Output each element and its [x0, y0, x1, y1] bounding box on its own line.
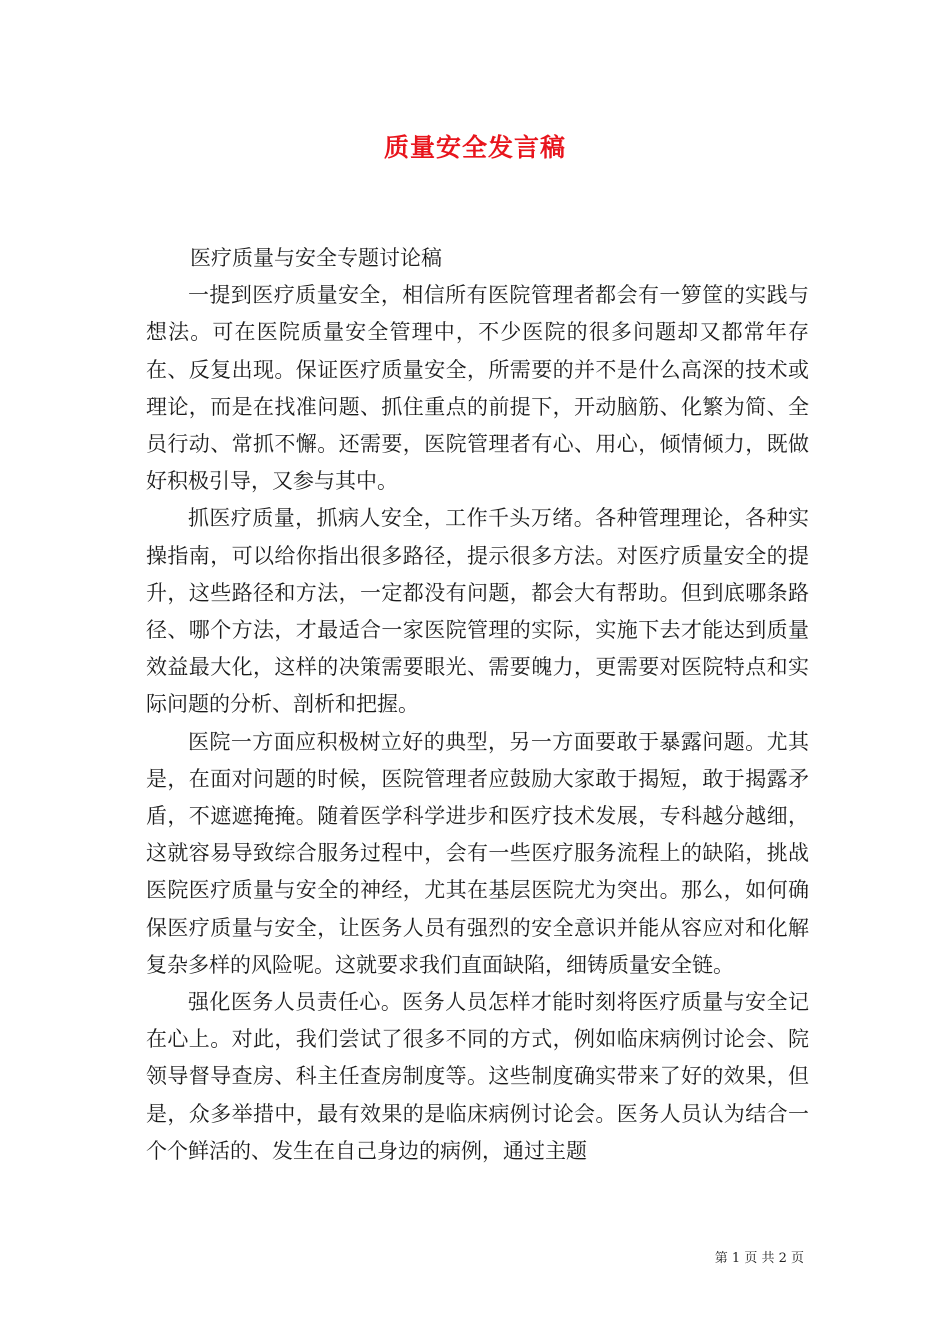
paragraph-3: 医院一方面应积极树立好的典型，另一方面要敢于暴露问题。尤其是，在面对问题的时候，医院管理者应鼓励大家敢于揭短，敢于揭露矛盾，不遮遮掩掩。随着医学科学进步和医疗技术发展，专科越分越细，这就容易导致综合服务过程中，会有一些医疗服务流程上的缺陷，挑战医院医疗质量与安全的神经，尤其在基层医院尤为突出。那么，如何确保医疗质量与安全，让医务人员有强烈的安全意识并能从容应对和化解复杂多样的风险呢。这就要求我们直面缺陷，细铸质量安全链。: [146, 729, 809, 977]
document-title: 质量安全发言稿: [383, 133, 566, 162]
document-subtitle: 医疗质量与安全专题讨论稿: [190, 246, 442, 270]
paragraph-1: 一提到医疗质量安全，相信所有医院管理者都会有一箩筐的实践与想法。可在医院质量安全管理中，不少医院的很多问题却又都常年存在、反复出现。保证医疗质量安全，所需要的并不是什么高深的技术或理论，而是在找准问题、抓住重点的前提下，开动脑筋、化繁为简、全员行动、常抓不懈。还需要，医院管理者有心、用心，倾情倾力，既做好积极引导，又参与其中。: [146, 283, 809, 494]
paragraph-2: 抓医疗质量，抓病人安全，工作千头万绪。各种管理理论，各种实操指南，可以给你指出很多路径，提示很多方法。对医疗质量安全的提升，这些路径和方法，一定都没有问题，都会大有帮助。但到底哪条路径、哪个方法，才最适合一家医院管理的实际，实施下去才能达到质量效益最大化，这样的决策需要眼光、需要魄力，更需要对医院特点和实际问题的分析、剖析和把握。: [146, 506, 809, 717]
document-body: [146, 240, 809, 1170]
paragraph-4: 强化医务人员责任心。医务人员怎样才能时刻将医疗质量与安全记在心上。对此，我们尝试了很多不同的方式，例如临床病例讨论会、院领导督导查房、科主任查房制度等。这些制度确实带来了好的效果，但是，众多举措中，最有效果的是临床病例讨论会。医务人员认为结合一个个鲜活的、发生在自己身边的病例，通过主题: [146, 990, 809, 1163]
page-number-footer: 第 1 页 共 2 页: [714, 1251, 804, 1266]
